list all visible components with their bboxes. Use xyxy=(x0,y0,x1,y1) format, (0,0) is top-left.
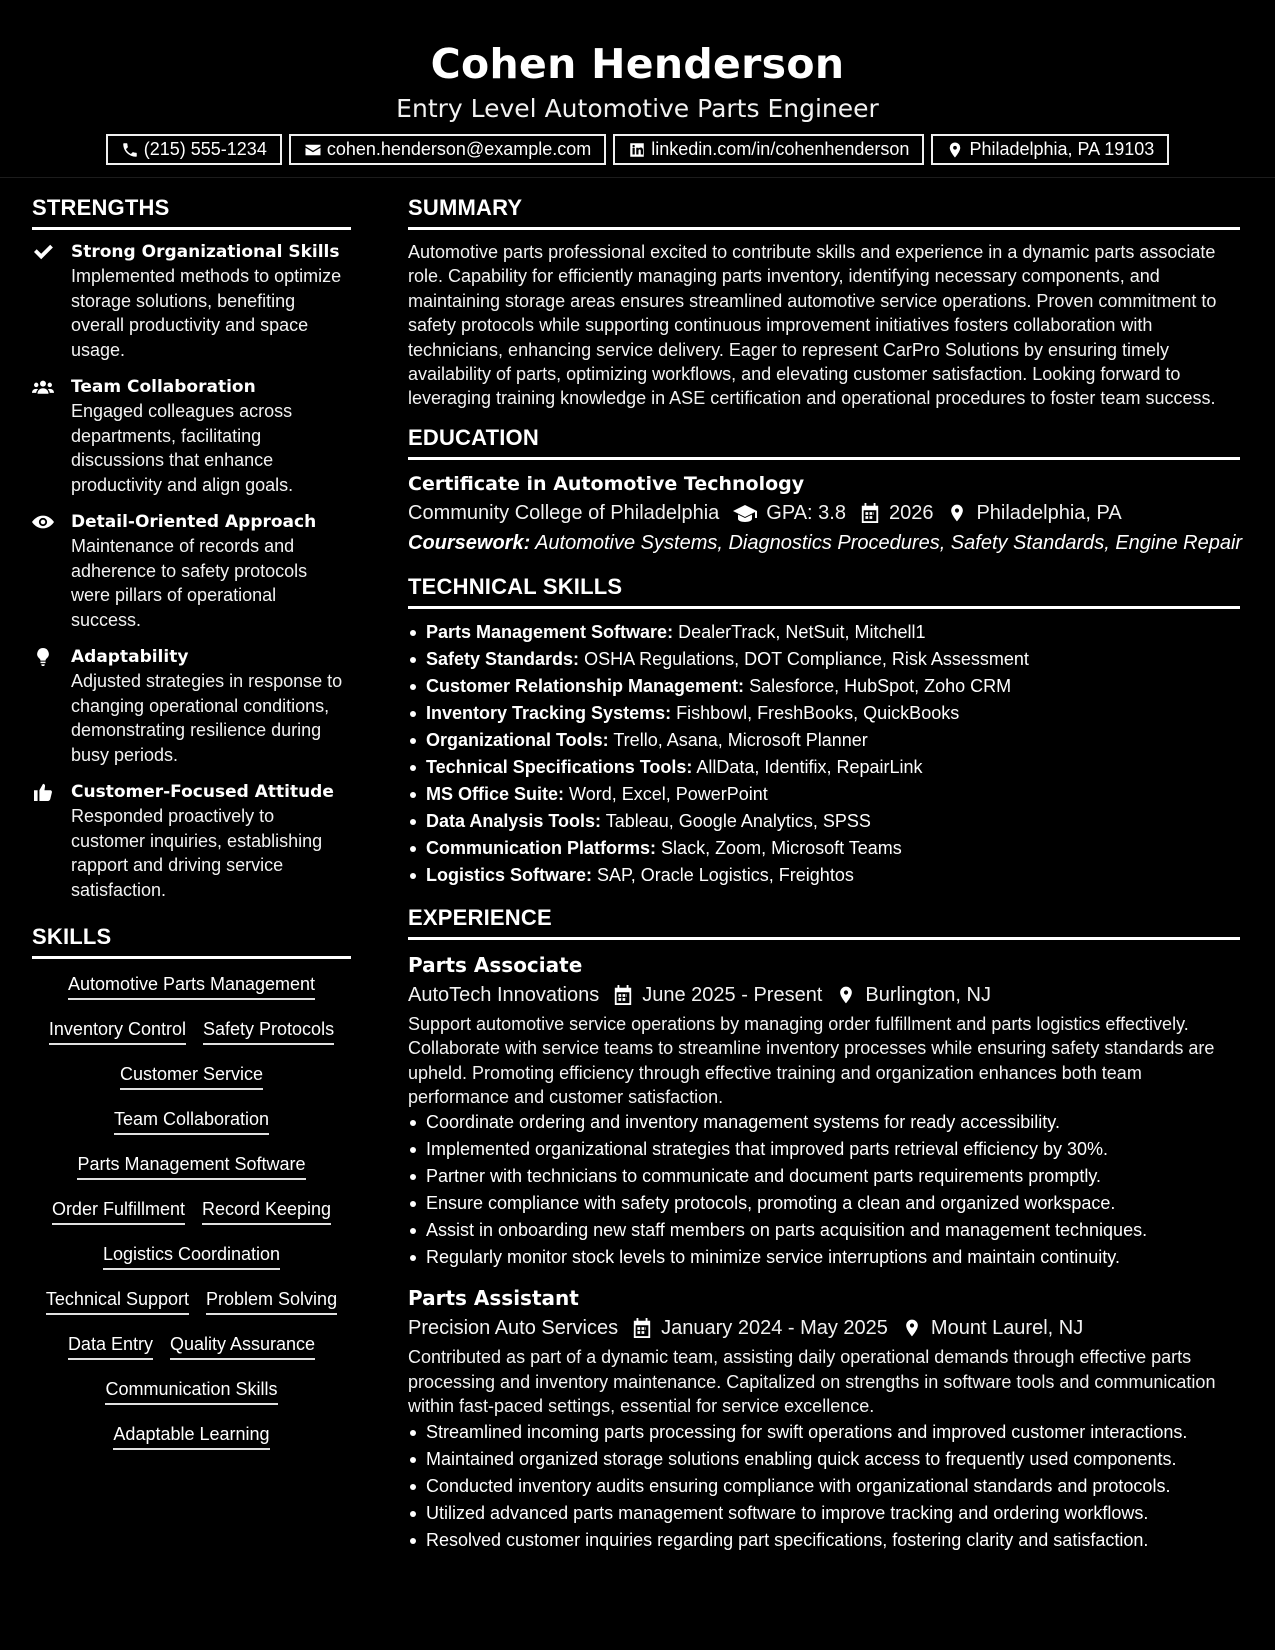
technical-skill-value: DealerTrack, NetSuit, Mitchell1 xyxy=(678,621,926,642)
technical-skill-item xyxy=(408,700,1240,727)
skill-tag: Order Fulfillment xyxy=(52,1198,185,1225)
technical-skill-label: Inventory Tracking Systems: xyxy=(426,702,672,723)
technical-skill-value: SAP, Oracle Logistics, Freightos xyxy=(597,864,854,885)
skills-tag-list xyxy=(32,969,351,1468)
phone-chip[interactable] xyxy=(106,134,282,165)
skill-tag: Technical Support xyxy=(46,1288,189,1315)
job-bullet: Maintained organized storage solutions enabling quick access to frequently used components. xyxy=(408,1446,1240,1473)
summary-heading: SUMMARY xyxy=(408,195,1240,230)
technical-skill-label: Customer Relationship Management: xyxy=(426,675,745,696)
summary-text: Automotive parts professional excited to contribute skills and experience in a dynamic parts associate role. Capability for efficiently managing parts inventory, identifying necessary components, and maintaining storage areas ensures streamlined automotive service operations. Proven commitment to safety protocols while supporting continuous improvement initiatives fosters collaboration with technicians, enhancing service delivery. Eager to represent CarPro Solutions by ensuring timely availability of parts, optimizing workflows, and elevating customer satisfaction. Looking forward to leveraging training knowledge in ASE certification and operational procedures to foster team success. xyxy=(408,242,1217,409)
experience-list xyxy=(408,950,1240,1554)
email-text: cohen.henderson@example.com xyxy=(326,139,592,159)
technical-skills-list xyxy=(408,619,1240,889)
skills-row xyxy=(32,1198,351,1243)
job-title: Parts Associate xyxy=(408,952,583,977)
job-entry xyxy=(408,950,1240,1272)
job-meta xyxy=(408,1313,1240,1343)
skills-row xyxy=(32,1063,351,1108)
skills-heading: SKILLS xyxy=(32,924,351,959)
strength-title: Adaptability xyxy=(71,647,189,667)
job-dates: June 2025 - Present xyxy=(642,983,823,1006)
strength-desc: Responded proactively to customer inquiries, establishing rapport and driving service satisfaction. xyxy=(71,806,323,900)
skill-tag: Customer Service xyxy=(120,1063,263,1090)
job-bullet: Conducted inventory audits ensuring compliance with organizational standards and protocols. xyxy=(408,1473,1240,1500)
experience-heading: EXPERIENCE xyxy=(408,905,1240,940)
skill-tag: Inventory Control xyxy=(49,1018,186,1045)
right-column xyxy=(408,195,1243,1566)
education-location: Philadelphia, PA xyxy=(976,501,1122,524)
technical-skill-item xyxy=(408,835,1240,862)
location-chip xyxy=(931,134,1169,165)
left-column xyxy=(32,195,351,1468)
candidate-title: Entry Level Automotive Parts Engineer xyxy=(396,94,879,123)
eye-icon xyxy=(32,513,54,531)
technical-skill-label: Logistics Software: xyxy=(426,864,593,885)
technical-skill-item xyxy=(408,619,1240,646)
strength-title: Detail-Oriented Approach xyxy=(71,512,317,532)
strength-item xyxy=(32,510,351,632)
skill-tag: Adaptable Learning xyxy=(113,1423,269,1450)
job-location: Mount Laurel, NJ xyxy=(930,1317,1084,1340)
job-location: Burlington, NJ xyxy=(865,983,991,1006)
technical-skill-label: Data Analysis Tools: xyxy=(426,810,602,831)
technical-skill-label: Organizational Tools: xyxy=(426,729,609,750)
candidate-name: Cohen Henderson xyxy=(430,40,845,88)
strength-item xyxy=(32,240,351,362)
strength-title: Strong Organizational Skills xyxy=(71,242,340,262)
calendar-icon xyxy=(860,503,880,523)
technical-skill-item xyxy=(408,727,1240,754)
technical-skill-value: Salesforce, HubSpot, Zoho CRM xyxy=(749,675,1012,696)
strength-item xyxy=(32,780,351,902)
company-name: Precision Auto Services xyxy=(408,1317,619,1340)
job-bullet: Resolved customer inquiries regarding part specifications, fostering clarity and satisfaction. xyxy=(408,1527,1240,1554)
skill-tag: Team Collaboration xyxy=(114,1108,269,1135)
technical-skill-value: Word, Excel, PowerPoint xyxy=(569,783,768,804)
strength-item xyxy=(32,375,351,497)
skills-row xyxy=(32,1288,351,1333)
skill-tag: Logistics Coordination xyxy=(103,1243,280,1270)
job-dates: January 2024 - May 2025 xyxy=(661,1317,888,1340)
phone-text: (215) 555-1234 xyxy=(143,139,267,159)
technical-skill-value: Trello, Asana, Microsoft Planner xyxy=(613,729,868,750)
skills-row xyxy=(32,1423,351,1468)
technical-skills-heading: TECHNICAL SKILLS xyxy=(408,574,1240,609)
users-icon xyxy=(32,378,54,396)
skills-row xyxy=(32,1333,351,1378)
technical-skill-item xyxy=(408,754,1240,781)
coursework-label: Coursework: xyxy=(408,531,531,554)
technical-skill-item xyxy=(408,808,1240,835)
skills-row xyxy=(32,973,351,1018)
skill-tag: Safety Protocols xyxy=(203,1018,334,1045)
email-chip[interactable] xyxy=(289,134,606,165)
phone-icon xyxy=(121,141,139,159)
linkedin-chip[interactable] xyxy=(613,134,924,165)
job-bullet: Regularly monitor stock levels to minimize service interruptions and maintain continuity. xyxy=(408,1244,1240,1271)
skill-tag: Problem Solving xyxy=(206,1288,337,1315)
technical-skill-value: AllData, Identifix, RepairLink xyxy=(696,756,923,777)
job-meta xyxy=(408,980,1240,1010)
job-bullet: Ensure compliance with safety protocols, promoting a clean and organized workspace. xyxy=(408,1190,1240,1217)
resume-header xyxy=(0,0,1275,178)
technical-skill-value: OSHA Regulations, DOT Compliance, Risk Assessment xyxy=(584,648,1029,669)
linkedin-text: linkedin.com/in/cohenhenderson xyxy=(651,139,910,159)
graduation-cap-icon xyxy=(733,503,757,523)
strengths-heading: STRENGTHS xyxy=(32,195,351,230)
strength-desc: Implemented methods to optimize storage solutions, benefiting overall productivity and space usage. xyxy=(71,266,342,360)
location-text: Philadelphia, PA 19103 xyxy=(969,139,1155,159)
school-name: Community College of Philadelphia xyxy=(408,501,720,524)
skills-row xyxy=(32,1108,351,1153)
graduation-year: 2026 xyxy=(888,501,934,524)
job-bullet: Partner with technicians to communicate and document parts requirements promptly. xyxy=(408,1163,1240,1190)
linkedin-icon xyxy=(628,141,646,159)
technical-skill-value: Fishbowl, FreshBooks, QuickBooks xyxy=(676,702,960,723)
technical-skill-item xyxy=(408,646,1240,673)
job-description: Contributed as part of a dynamic team, assisting daily operational demands through effective parts processing and inventory maintenance. Capitalized on strengths in software tools and communication within fast-paced settings, essential for service excellence. xyxy=(408,1347,1216,1417)
job-bullet: Utilized advanced parts management software to improve tracking and ordering workflows. xyxy=(408,1500,1240,1527)
map-pin-icon xyxy=(836,985,856,1005)
technical-skill-item xyxy=(408,862,1240,889)
skills-row xyxy=(32,1153,351,1198)
coursework-line xyxy=(408,528,1243,558)
job-bullets xyxy=(408,1419,1240,1554)
calendar-icon xyxy=(613,985,633,1005)
job-bullet: Assist in onboarding new staff members on parts acquisition and management techniques. xyxy=(408,1217,1240,1244)
technical-skill-item xyxy=(408,673,1240,700)
job-entry xyxy=(408,1283,1240,1553)
map-pin-icon xyxy=(947,503,967,523)
lightbulb-icon xyxy=(32,648,54,666)
strength-desc: Maintenance of records and adherence to safety protocols were pillars of operational success. xyxy=(71,536,308,630)
technical-skill-label: MS Office Suite: xyxy=(426,783,565,804)
skills-section xyxy=(32,924,351,1468)
degree-title: Certificate in Automotive Technology xyxy=(408,472,805,495)
job-bullet: Coordinate ordering and inventory management systems for ready accessibility. xyxy=(408,1109,1240,1136)
education-heading: EDUCATION xyxy=(408,425,1240,460)
technical-skill-label: Technical Specifications Tools: xyxy=(426,756,693,777)
skill-tag: Data Entry xyxy=(68,1333,153,1360)
technical-skill-item xyxy=(408,781,1240,808)
education-meta xyxy=(408,498,1240,528)
strength-title: Team Collaboration xyxy=(71,377,256,397)
map-pin-icon xyxy=(902,1318,922,1338)
envelope-icon xyxy=(304,141,322,159)
technical-skill-label: Parts Management Software: xyxy=(426,621,674,642)
thumbs-up-icon xyxy=(32,783,54,801)
strength-item xyxy=(32,645,351,767)
strength-desc: Engaged colleagues across departments, facilitating discussions that enhance productivity and align goals. xyxy=(71,401,294,495)
technical-skill-value: Tableau, Google Analytics, SPSS xyxy=(605,810,871,831)
strength-title: Customer-Focused Attitude xyxy=(71,782,334,802)
technical-skill-label: Communication Platforms: xyxy=(426,837,657,858)
job-title: Parts Assistant xyxy=(408,1286,579,1311)
map-pin-icon xyxy=(946,141,964,159)
technical-skill-label: Safety Standards: xyxy=(426,648,580,669)
skills-row xyxy=(32,1243,351,1288)
calendar-icon xyxy=(632,1318,652,1338)
checkmark-icon xyxy=(32,243,54,261)
skill-tag: Parts Management Software xyxy=(77,1153,305,1180)
skill-tag: Communication Skills xyxy=(105,1378,277,1405)
skills-row xyxy=(32,1018,351,1063)
contact-bar xyxy=(0,134,1275,165)
skills-row xyxy=(32,1378,351,1423)
gpa-text: GPA: 3.8 xyxy=(766,501,846,524)
coursework-text: Automotive Systems, Diagnostics Procedures, Safety Standards, Engine Repair xyxy=(535,531,1243,554)
skill-tag: Quality Assurance xyxy=(170,1333,315,1360)
job-bullet: Implemented organizational strategies that improved parts retrieval efficiency by 30%. xyxy=(408,1136,1240,1163)
skill-tag: Record Keeping xyxy=(202,1198,331,1225)
job-description: Support automotive service operations by managing order fulfillment and parts logistics effectively. Collaborate with service teams to streamline inventory processes while ensuring safety standards are upheld. Promoting efficiency through effective training and organization enhances both team performance and customer satisfaction. xyxy=(408,1013,1215,1108)
strength-desc: Adjusted strategies in response to changing operational conditions, demonstrating resilience during busy periods. xyxy=(71,671,343,765)
technical-skill-value: Slack, Zoom, Microsoft Teams xyxy=(661,837,902,858)
skill-tag: Automotive Parts Management xyxy=(68,973,315,1000)
company-name: AutoTech Innovations xyxy=(408,983,600,1006)
job-bullet: Streamlined incoming parts processing for swift operations and improved customer interactions. xyxy=(408,1419,1240,1446)
job-bullets xyxy=(408,1109,1240,1271)
